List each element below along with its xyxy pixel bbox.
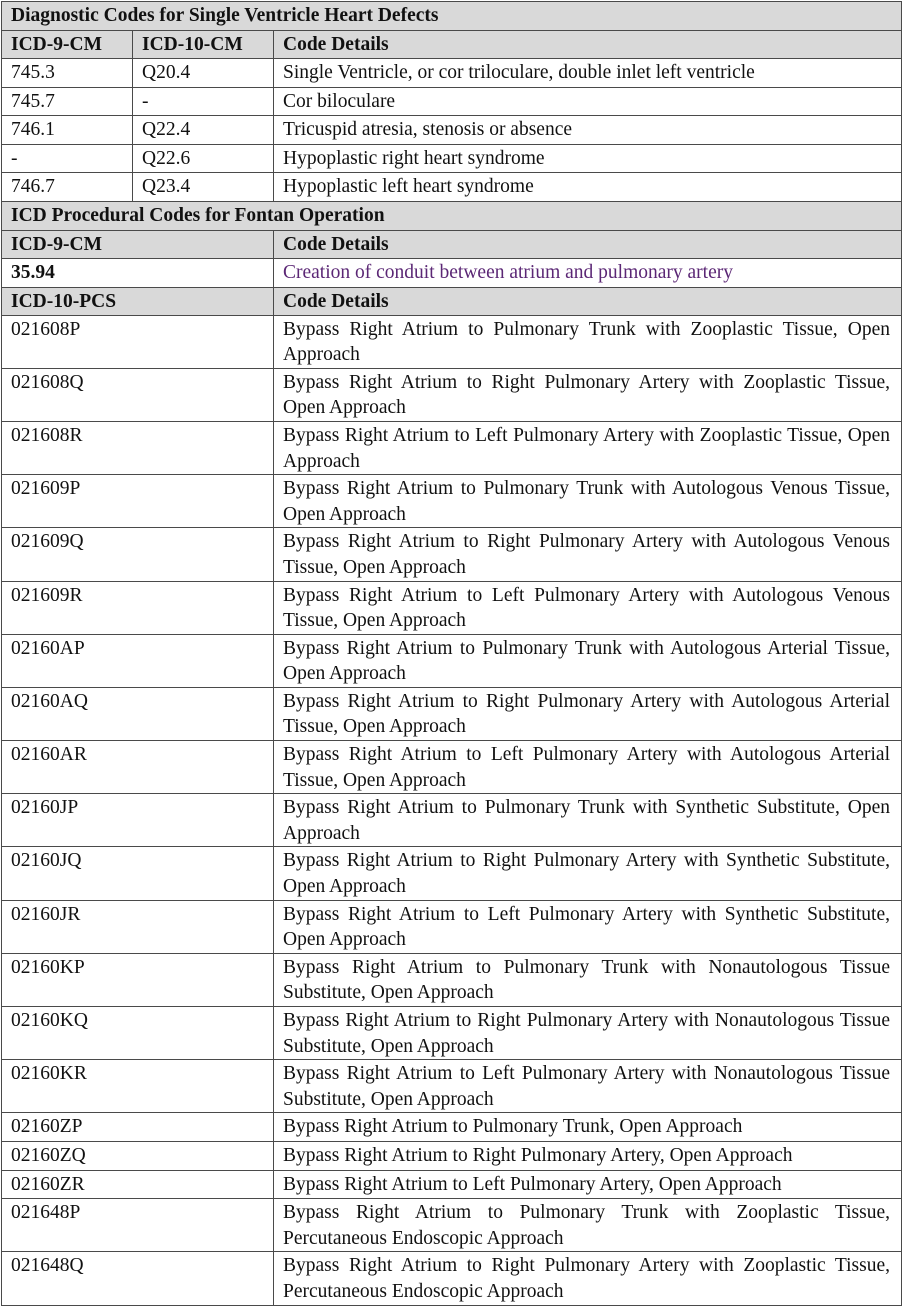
icd10-pcs-row [2, 634, 902, 687]
icd9-code: 746.7 [2, 173, 133, 202]
icd10-pcs-row [2, 1060, 902, 1113]
icd10-pcs-code: 02160AP [2, 634, 274, 687]
section-row-diagnostic [2, 2, 902, 31]
icd10-pcs-header-row [2, 287, 902, 315]
icd-code-table [1, 1, 902, 1306]
section-row-procedural [2, 201, 902, 230]
code-details: Hypoplastic left heart syndrome [274, 173, 902, 202]
diagnostic-row [2, 173, 902, 202]
icd10-pcs-row [2, 1007, 902, 1060]
header-code-details: Code Details [274, 31, 902, 59]
icd10-pcs-row [2, 1141, 902, 1170]
code-details: Tricuspid atresia, stenosis or absence [274, 116, 902, 145]
icd10-pcs-code: 02160JR [2, 900, 274, 953]
icd10-pcs-row [2, 847, 902, 900]
icd10-pcs-row [2, 368, 902, 421]
icd9-procedure-code: 35.94 [2, 258, 274, 287]
icd10-pcs-code: 021648P [2, 1199, 274, 1252]
icd10-pcs-code: 021609R [2, 581, 274, 634]
procedure-details: Bypass Right Atrium to Right Pulmonary Artery with Nonautologous Tissue Substitute, Open Approach [274, 1007, 902, 1060]
header-code-details: Code Details [274, 287, 902, 315]
icd10-pcs-code: 02160ZP [2, 1113, 274, 1142]
icd10-pcs-row [2, 528, 902, 581]
icd10-code: Q22.6 [133, 144, 274, 173]
header-icd9: ICD-9-CM [2, 31, 133, 59]
code-details: Cor biloculare [274, 87, 902, 116]
icd10-pcs-code: 02160KP [2, 953, 274, 1006]
icd9-code: 745.3 [2, 59, 133, 88]
header-icd10: ICD-10-CM [133, 31, 274, 59]
procedure-details: Bypass Right Atrium to Pulmonary Trunk, Open Approach [274, 1113, 902, 1142]
icd10-pcs-code: 021608P [2, 315, 274, 368]
icd10-pcs-code: 021609P [2, 475, 274, 528]
procedure-details: Creation of conduit between atrium and pulmonary artery [274, 258, 902, 287]
icd10-pcs-code: 02160JQ [2, 847, 274, 900]
icd-code-table-body [2, 2, 902, 1306]
procedure-details: Bypass Right Atrium to Right Pulmonary Artery with Autologous Arterial Tissue, Open Approach [274, 687, 902, 740]
icd10-pcs-code: 02160AR [2, 741, 274, 794]
icd10-code: Q20.4 [133, 59, 274, 88]
icd10-pcs-row [2, 687, 902, 740]
icd10-pcs-row [2, 1113, 902, 1142]
procedure-details: Bypass Right Atrium to Pulmonary Trunk with Zooplastic Tissue, Percutaneous Endoscopic Approach [274, 1199, 902, 1252]
icd10-pcs-code: 02160AQ [2, 687, 274, 740]
icd10-pcs-code: 021608Q [2, 368, 274, 421]
procedure-details: Bypass Right Atrium to Right Pulmonary Artery with Zooplastic Tissue, Percutaneous Endoscopic Approach [274, 1252, 902, 1305]
icd10-pcs-row [2, 1252, 902, 1305]
diagnostic-header-row [2, 31, 902, 59]
header-icd9-procedural: ICD-9-CM [2, 230, 274, 258]
icd9-code: - [2, 144, 133, 173]
procedure-details: Bypass Right Atrium to Pulmonary Trunk with Autologous Arterial Tissue, Open Approach [274, 634, 902, 687]
procedure-details: Bypass Right Atrium to Right Pulmonary Artery with Zooplastic Tissue, Open Approach [274, 368, 902, 421]
icd10-pcs-row [2, 475, 902, 528]
icd9-code: 746.1 [2, 116, 133, 145]
icd10-pcs-row [2, 1199, 902, 1252]
icd9-procedural-header-row [2, 230, 902, 258]
header-code-details: Code Details [274, 230, 902, 258]
icd10-pcs-row [2, 421, 902, 474]
procedure-details: Bypass Right Atrium to Right Pulmonary Artery with Autologous Venous Tissue, Open Approach [274, 528, 902, 581]
procedure-details: Bypass Right Atrium to Pulmonary Trunk with Nonautologous Tissue Substitute, Open Approach [274, 953, 902, 1006]
header-icd10-pcs: ICD-10-PCS [2, 287, 274, 315]
procedure-details: Bypass Right Atrium to Left Pulmonary Artery with Zooplastic Tissue, Open Approach [274, 421, 902, 474]
diagnostic-row [2, 87, 902, 116]
diagnostic-row [2, 144, 902, 173]
icd10-pcs-code: 02160KQ [2, 1007, 274, 1060]
icd10-code: Q23.4 [133, 173, 274, 202]
icd10-pcs-row [2, 741, 902, 794]
icd10-pcs-code: 02160JP [2, 794, 274, 847]
procedure-details: Bypass Right Atrium to Left Pulmonary Artery with Autologous Venous Tissue, Open Approach [274, 581, 902, 634]
code-details: Hypoplastic right heart syndrome [274, 144, 902, 173]
diagnostic-row [2, 59, 902, 88]
procedural-section-title: ICD Procedural Codes for Fontan Operation [2, 201, 902, 230]
icd10-pcs-code: 02160ZQ [2, 1141, 274, 1170]
procedure-details: Bypass Right Atrium to Pulmonary Trunk with Zooplastic Tissue, Open Approach [274, 315, 902, 368]
icd10-pcs-code: 021609Q [2, 528, 274, 581]
icd10-pcs-row [2, 953, 902, 1006]
diagnostic-section-title: Diagnostic Codes for Single Ventricle Heart Defects [2, 2, 902, 31]
icd10-pcs-row [2, 900, 902, 953]
icd10-pcs-row [2, 1170, 902, 1199]
procedure-details: Bypass Right Atrium to Left Pulmonary Artery with Nonautologous Tissue Substitute, Open Approach [274, 1060, 902, 1113]
icd10-code: Q22.4 [133, 116, 274, 145]
icd10-code: - [133, 87, 274, 116]
icd10-pcs-row [2, 315, 902, 368]
icd10-pcs-code: 02160KR [2, 1060, 274, 1113]
procedure-details: Bypass Right Atrium to Pulmonary Trunk with Autologous Venous Tissue, Open Approach [274, 475, 902, 528]
icd10-pcs-row [2, 581, 902, 634]
procedure-details: Bypass Right Atrium to Pulmonary Trunk with Synthetic Substitute, Open Approach [274, 794, 902, 847]
procedure-details: Bypass Right Atrium to Left Pulmonary Artery with Synthetic Substitute, Open Approach [274, 900, 902, 953]
procedure-details: Bypass Right Atrium to Right Pulmonary Artery with Synthetic Substitute, Open Approach [274, 847, 902, 900]
code-details: Single Ventricle, or cor triloculare, double inlet left ventricle [274, 59, 902, 88]
icd9-procedural-row [2, 258, 902, 287]
icd10-pcs-row [2, 794, 902, 847]
diagnostic-row [2, 116, 902, 145]
procedure-details: Bypass Right Atrium to Right Pulmonary Artery, Open Approach [274, 1141, 902, 1170]
icd10-pcs-code: 021608R [2, 421, 274, 474]
procedure-details: Bypass Right Atrium to Left Pulmonary Artery with Autologous Arterial Tissue, Open Approach [274, 741, 902, 794]
icd10-pcs-code: 021648Q [2, 1252, 274, 1305]
icd10-pcs-code: 02160ZR [2, 1170, 274, 1199]
procedure-details: Bypass Right Atrium to Left Pulmonary Artery, Open Approach [274, 1170, 902, 1199]
icd9-code: 745.7 [2, 87, 133, 116]
